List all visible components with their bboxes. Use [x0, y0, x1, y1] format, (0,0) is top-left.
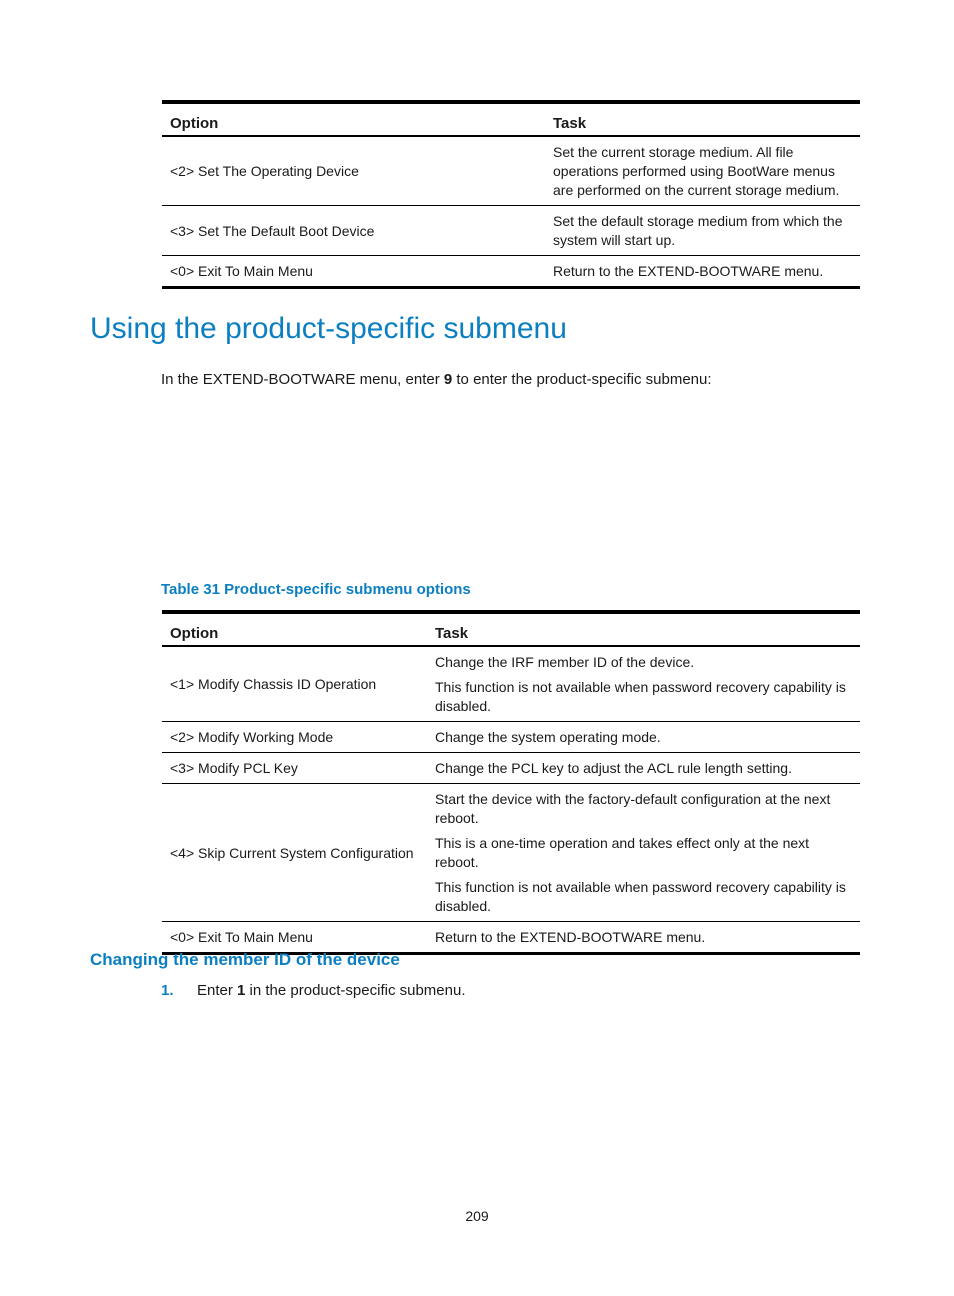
task-cell: [427, 753, 860, 784]
table-row: [162, 722, 860, 753]
options-table-top: [162, 100, 860, 289]
option-cell: <4> Skip Current System Configuration: [162, 784, 427, 922]
task-cell: [427, 922, 860, 954]
task-text: Change the IRF member ID of the device.: [435, 654, 695, 670]
task-text: Set the current storage medium. All file operations performed using BootWare menus are performed on the current storage medium.: [553, 144, 840, 198]
task-text: Return to the EXTEND-BOOTWARE menu.: [553, 263, 824, 279]
section-title: Using the product-specific submenu: [90, 312, 567, 345]
step-text-end: in the product-specific submenu.: [245, 982, 466, 999]
table-row: [162, 206, 860, 256]
task-cell: [427, 646, 860, 722]
option-cell: <0> Exit To Main Menu: [162, 256, 545, 288]
option-cell: <2> Set The Operating Device: [162, 136, 545, 206]
task-cell: [427, 784, 860, 922]
options-table-main: [162, 610, 860, 955]
table-row: [162, 646, 860, 722]
column-header-task: Task: [545, 102, 860, 136]
table-row: [162, 136, 860, 206]
step-number: 1.: [161, 982, 174, 999]
step-item: [161, 982, 466, 999]
intro-paragraph: [161, 371, 712, 388]
table-row: [162, 256, 860, 288]
intro-text: In the EXTEND-BOOTWARE menu, enter: [161, 371, 444, 388]
option-cell: <0> Exit To Main Menu: [162, 922, 427, 954]
option-cell: <2> Modify Working Mode: [162, 722, 427, 753]
task-cell: [545, 206, 860, 256]
column-header-option: Option: [162, 612, 427, 646]
intro-text-end: to enter the product-specific submenu:: [452, 371, 712, 388]
task-text: This is a one-time operation and takes effect only at the next reboot.: [435, 835, 810, 870]
column-header-task: Task: [427, 612, 860, 646]
task-text: Start the device with the factory-default configuration at the next reboot.: [435, 791, 831, 826]
column-header-option: Option: [162, 102, 545, 136]
table-caption: Table 31 Product-specific submenu options: [161, 581, 471, 598]
task-text: This function is not available when password recovery capability is disabled.: [435, 879, 846, 914]
task-cell: [545, 136, 860, 206]
task-cell: [545, 256, 860, 288]
option-cell: <3> Set The Default Boot Device: [162, 206, 545, 256]
task-text: Set the default storage medium from which the system will start up.: [553, 213, 843, 248]
page-number: 209: [465, 1208, 489, 1224]
step-text: Enter: [197, 982, 238, 999]
table-row: [162, 753, 860, 784]
step-key: 1: [237, 982, 246, 999]
subsection-title: Changing the member ID of the device: [90, 950, 400, 969]
task-text: Return to the EXTEND-BOOTWARE menu.: [435, 929, 706, 945]
task-cell: [427, 722, 860, 753]
intro-key: 9: [443, 371, 453, 388]
task-text: This function is not available when password recovery capability is disabled.: [435, 679, 846, 714]
table-row: [162, 922, 860, 954]
task-text: Change the system operating mode.: [435, 729, 661, 745]
option-cell: <1> Modify Chassis ID Operation: [162, 646, 427, 722]
option-cell: <3> Modify PCL Key: [162, 753, 427, 784]
task-text: Change the PCL key to adjust the ACL rule length setting.: [435, 760, 792, 776]
table-row: [162, 784, 860, 922]
